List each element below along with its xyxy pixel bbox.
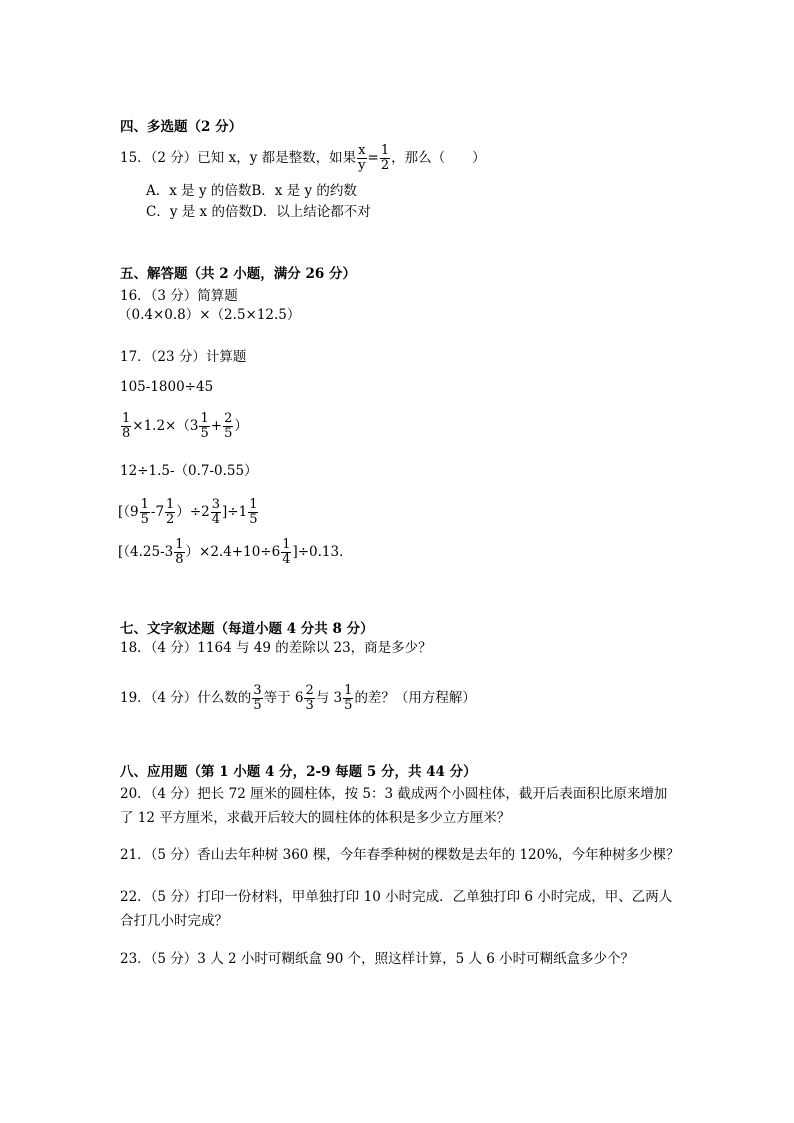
q15-fraction-x-y: $\frac{x}{y}$ xyxy=(358,143,366,173)
question-20: 20．（4 分）把长 72 厘米的圆柱体，按 5：3 截成两个小圆柱体，截开后表面积比原来增加了 12 平方厘米，求截开后较大的圆柱体的体积是多少立方厘米？ xyxy=(120,786,668,826)
fraction: $\frac{1}{2}$ xyxy=(166,497,175,527)
question-18: 18．（4 分）1164 与 49 的差除以 23，商是多少？ xyxy=(120,640,432,656)
fraction: $\frac{3}{4}$ xyxy=(211,497,221,527)
option-d: D．以上结论都不对 xyxy=(251,204,371,220)
question-15: 15．（2 分）已知 x，y 都是整数，如果 $\frac{x}{y}$ = $\frac{1}{2}$ ，那么（ ） xyxy=(120,143,486,173)
q17-expression-2: $\frac{1}{8}$ ×1.2×（3 $\frac{1}{5}$ + $\frac{2}{5}$ ） xyxy=(122,411,248,441)
question-17-label: 17．（23 分）计算题 xyxy=(120,349,247,365)
fraction: $\frac{1}{8}$ xyxy=(175,537,184,567)
question-16-label: 16．（3 分）简算题 xyxy=(120,288,238,304)
question-23: 23．（5 分）3 人 2 小时可糊纸盒 90 个，照这样计算，5 人 6 小时可糊纸盒多少个？ xyxy=(120,951,635,967)
q15-fraction-1-2: $\frac{1}{2}$ xyxy=(380,143,390,173)
section-8-title: 八、应用题（第 1 小题 4 分，2-9 每题 5 分，共 44 分） xyxy=(120,764,477,780)
fraction: $\frac{1}{5}$ xyxy=(249,497,258,527)
fraction: $\frac{1}{8}$ xyxy=(122,411,131,441)
fraction: $\frac{1}{5}$ xyxy=(140,497,149,527)
fraction: $\frac{1}{5}$ xyxy=(344,683,353,713)
question-16-expression: （0.4×0.8）×（2.5×12.5） xyxy=(118,307,301,323)
option-b: B．x 是 y 的约数 xyxy=(251,183,357,199)
question-22: 22．（5 分）打印一份材料，甲单独打印 10 小时完成．乙单独打印 6 小时完成，甲、乙两人合打几小时完成？ xyxy=(120,889,673,929)
q17-expression-3: 12÷1.5-（0.7-0.55） xyxy=(120,463,258,479)
q17-expression-5: [（4.25-3 $\frac{1}{8}$ ）×2.4+10÷6 $\frac{1}{4}$ ]÷0.13． xyxy=(118,537,353,567)
q17-expression-4: [（9 $\frac{1}{5}$ -7 $\frac{1}{2}$ ）÷2 $\frac{3}{4}$ ]÷1 $\frac{1}{5}$ xyxy=(118,497,258,527)
fraction: $\frac{1}{4}$ xyxy=(282,537,291,567)
q15-prefix: 15．（2 分）已知 x，y 都是整数，如果 xyxy=(120,150,357,166)
question-21: 21．（5 分）香山去年种树 360 棵，今年春季种树的棵数是去年的 120%，今年种树多少棵？ xyxy=(120,847,680,863)
option-a: A．x 是 y 的倍数 xyxy=(146,183,252,199)
fraction: $\frac{1}{5}$ xyxy=(200,411,209,441)
q15-options-row-1 xyxy=(146,182,357,200)
section-7-title: 七、文字叙述题（每道小题 4 分共 8 分） xyxy=(120,621,374,637)
fraction: $\frac{3}{5}$ xyxy=(253,683,262,713)
q15-options-row-2 xyxy=(146,203,371,221)
section-4-title: 四、多选题（2 分） xyxy=(120,119,243,135)
q17-expression-1: 105-1800÷45 xyxy=(120,379,214,395)
question-19: 19．（4 分）什么数的 $\frac{3}{5}$ 等于 6 $\frac{2}{3}$ 与 3 $\frac{1}{5}$ 的差？（用方程解） xyxy=(120,683,476,713)
option-c: C．y 是 x 的倍数 xyxy=(146,204,252,220)
q15-suffix: ，那么（ ） xyxy=(391,150,486,166)
fraction: $\frac{2}{5}$ xyxy=(224,411,233,441)
section-5-title: 五、解答题（共 2 小题，满分 26 分） xyxy=(120,266,356,282)
fraction: $\frac{2}{3}$ xyxy=(305,683,314,713)
